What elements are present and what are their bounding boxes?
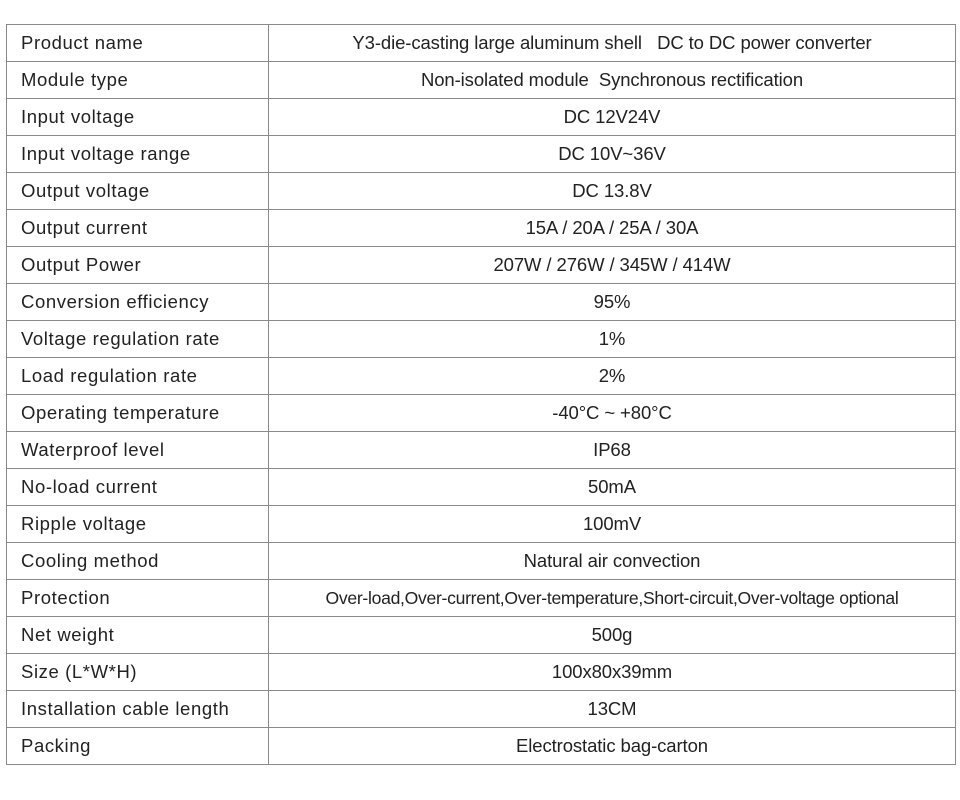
table-row	[7, 654, 956, 691]
table-row	[7, 62, 956, 99]
spec-label: Ripple voltage	[7, 506, 269, 543]
table-row	[7, 358, 956, 395]
spec-label: Output voltage	[7, 173, 269, 210]
spec-value: DC 10V~36V	[269, 136, 956, 173]
spec-label: Net weight	[7, 617, 269, 654]
spec-label: Voltage regulation rate	[7, 321, 269, 358]
spec-table	[6, 24, 956, 765]
spec-value: 13CM	[269, 691, 956, 728]
table-row	[7, 432, 956, 469]
table-row	[7, 728, 956, 765]
spec-value: Electrostatic bag-carton	[269, 728, 956, 765]
spec-value: 500g	[269, 617, 956, 654]
spec-value: 50mA	[269, 469, 956, 506]
table-row	[7, 543, 956, 580]
spec-label: Conversion efficiency	[7, 284, 269, 321]
spec-value: 2%	[269, 358, 956, 395]
spec-value: 100x80x39mm	[269, 654, 956, 691]
table-row	[7, 173, 956, 210]
spec-value: Over-load,Over-current,Over-temperature,Short-circuit,Over-voltage optional	[269, 580, 956, 617]
table-row	[7, 284, 956, 321]
spec-label: Output current	[7, 210, 269, 247]
spec-label: Cooling method	[7, 543, 269, 580]
table-row	[7, 691, 956, 728]
spec-value: DC 12V24V	[269, 99, 956, 136]
table-row	[7, 321, 956, 358]
spec-value: Natural air convection	[269, 543, 956, 580]
spec-label: Operating temperature	[7, 395, 269, 432]
spec-value: 1%	[269, 321, 956, 358]
spec-value: -40°C ~ +80°C	[269, 395, 956, 432]
spec-label: Installation cable length	[7, 691, 269, 728]
spec-label: Module type	[7, 62, 269, 99]
table-row	[7, 99, 956, 136]
spec-value: 207W / 276W / 345W / 414W	[269, 247, 956, 284]
table-row	[7, 136, 956, 173]
spec-value: Non-isolated module Synchronous rectification	[269, 62, 956, 99]
spec-value: 95%	[269, 284, 956, 321]
spec-label: Input voltage range	[7, 136, 269, 173]
spec-label: Size (L*W*H)	[7, 654, 269, 691]
spec-label: Packing	[7, 728, 269, 765]
spec-label: Input voltage	[7, 99, 269, 136]
table-row	[7, 247, 956, 284]
spec-value: 100mV	[269, 506, 956, 543]
spec-value: DC 13.8V	[269, 173, 956, 210]
spec-label: Load regulation rate	[7, 358, 269, 395]
table-row	[7, 25, 956, 62]
spec-table-body	[7, 25, 956, 765]
spec-label: Product name	[7, 25, 269, 62]
spec-label: Waterproof level	[7, 432, 269, 469]
spec-label: Output Power	[7, 247, 269, 284]
spec-label: Protection	[7, 580, 269, 617]
spec-label: No-load current	[7, 469, 269, 506]
spec-value: IP68	[269, 432, 956, 469]
table-row	[7, 210, 956, 247]
spec-value: 15A / 20A / 25A / 30A	[269, 210, 956, 247]
table-row	[7, 506, 956, 543]
table-row	[7, 617, 956, 654]
table-row	[7, 395, 956, 432]
table-row	[7, 580, 956, 617]
table-row	[7, 469, 956, 506]
spec-value: Y3-die-casting large aluminum shell DC to DC power converter	[269, 25, 956, 62]
